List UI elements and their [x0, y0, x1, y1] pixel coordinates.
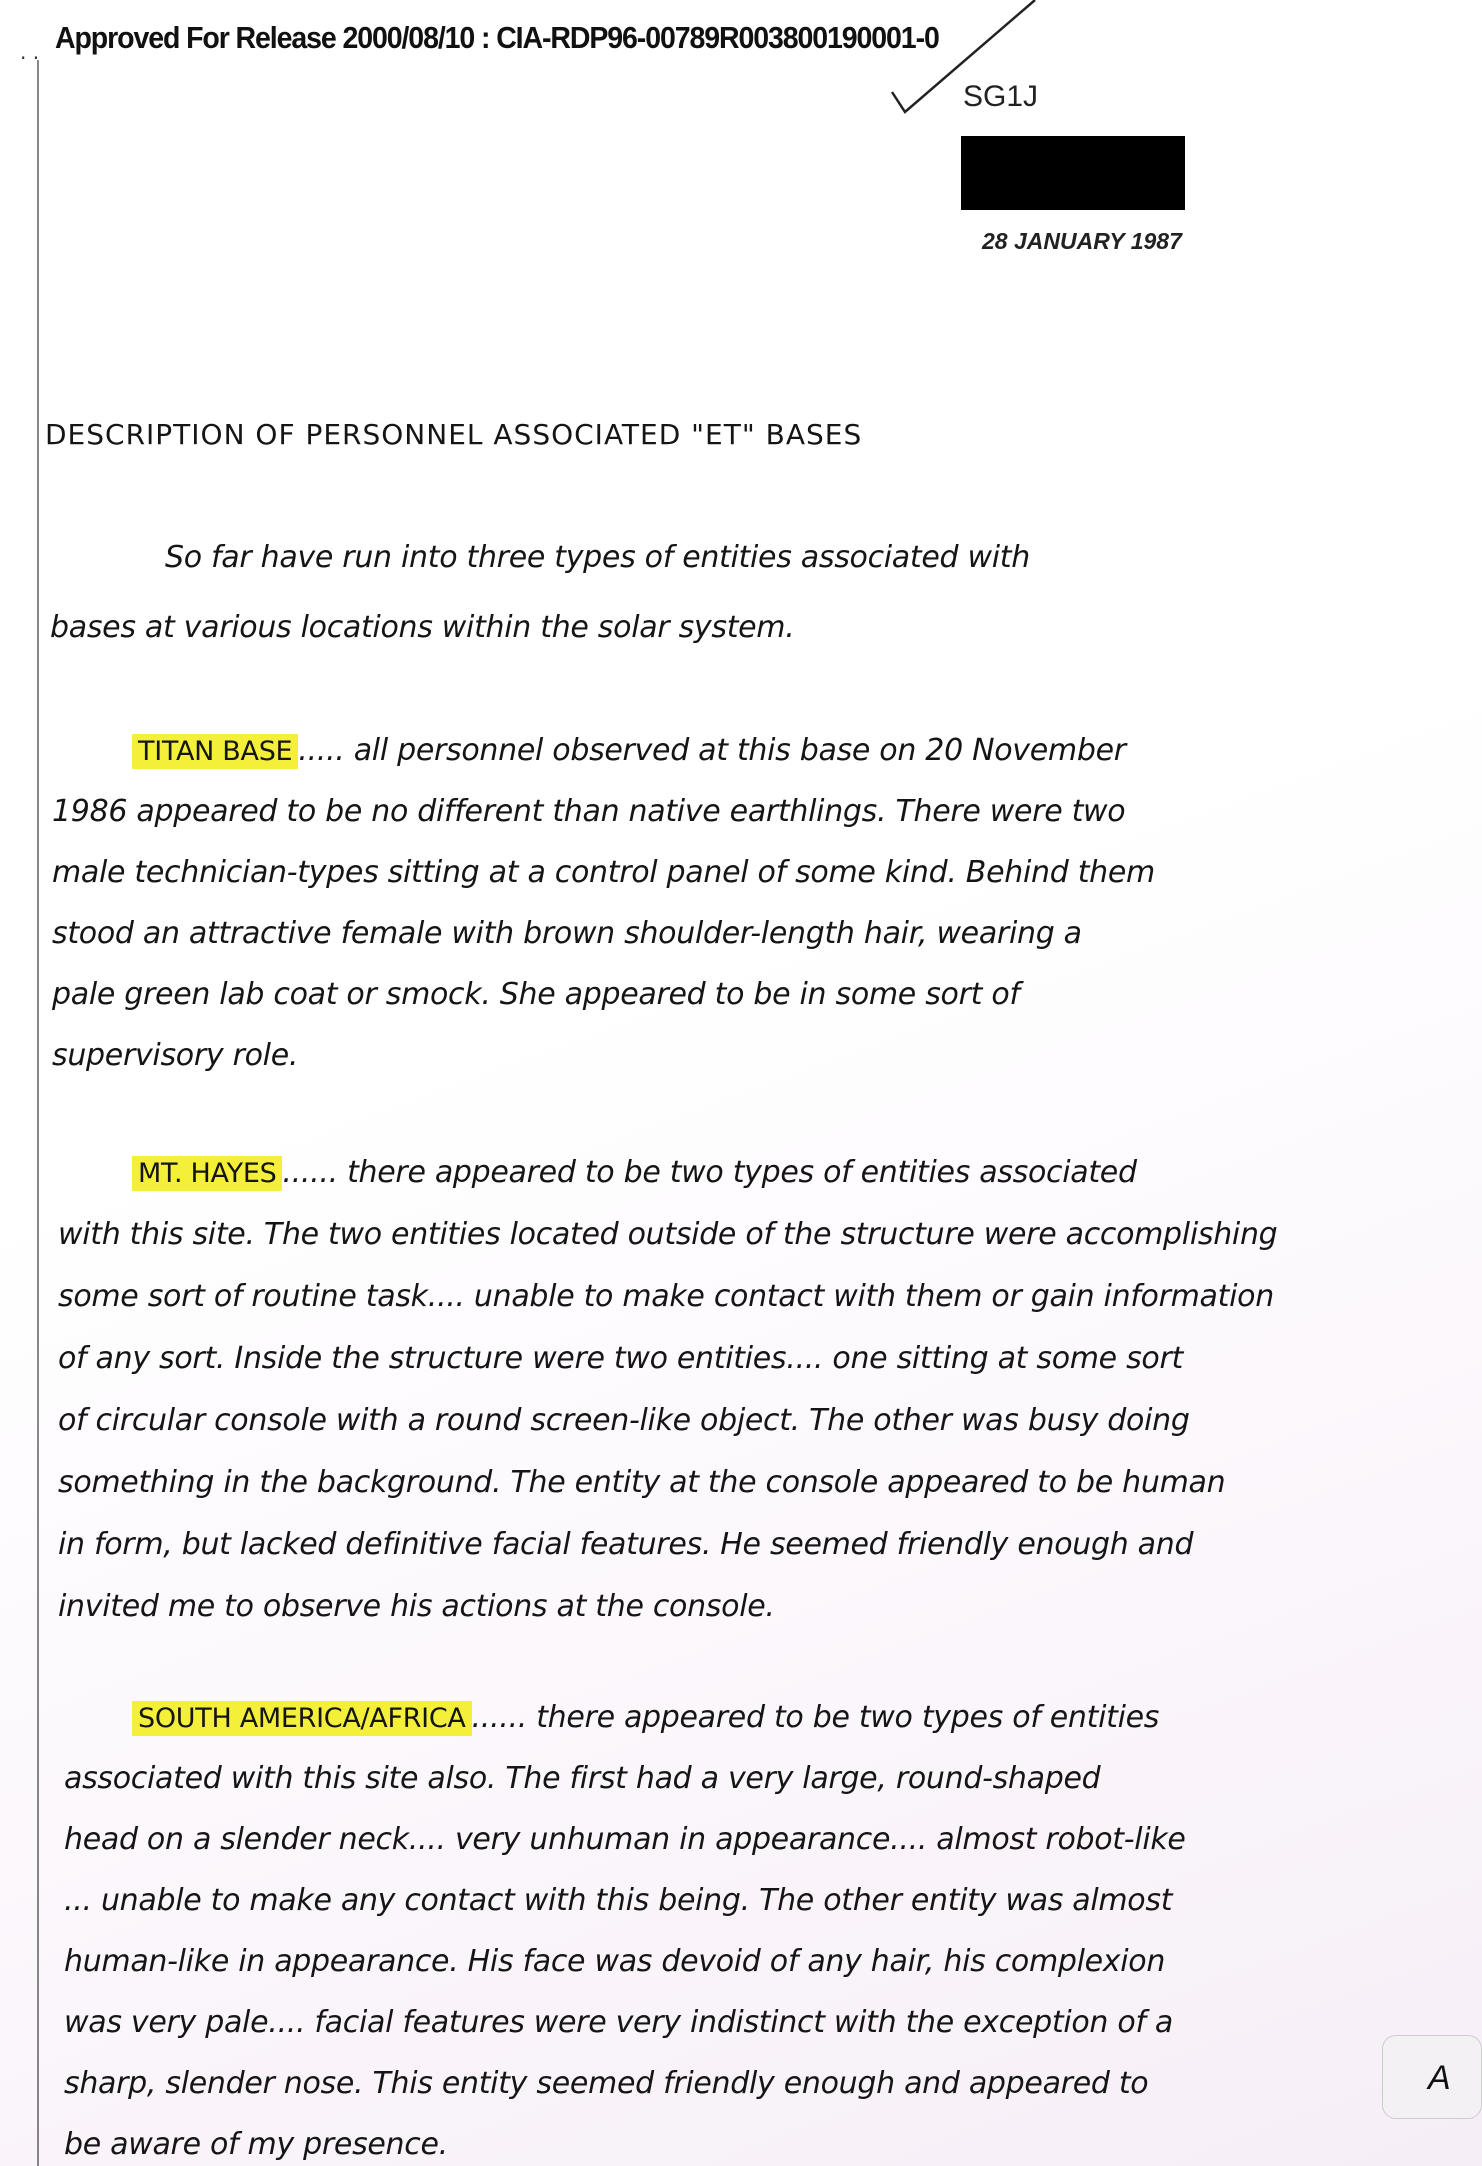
- highlighted-heading: SOUTH AMERICA/AFRICA: [132, 1701, 472, 1736]
- line-text: male technician-types sitting at a control panel of some kind. Behind them: [52, 855, 1155, 890]
- line-text: ...... there appeared to be two types of entities associated: [282, 1155, 1137, 1190]
- line-text: be aware of my presence.: [64, 2127, 448, 2162]
- paragraph-line: [58, 1217, 1277, 1252]
- paragraph-line: [52, 855, 1155, 890]
- paragraph-line: [132, 733, 1126, 768]
- paragraph-line: [64, 1761, 1100, 1796]
- release-header: Approved For Release 2000/08/10 : CIA-RDP96-00789R003800190001-0: [55, 20, 939, 55]
- intro-line: bases at various locations within the solar system.: [50, 610, 795, 645]
- paragraph-line: [58, 1589, 775, 1624]
- line-text: with this site. The two entities located outside of the structure were accomplishing: [58, 1217, 1278, 1252]
- line-text: ..... all personnel observed at this base on 20 November: [298, 733, 1126, 768]
- stamp-code: SG1J: [963, 80, 1039, 113]
- line-text: associated with this site also. The first had a very large, round-shaped: [64, 1761, 1101, 1796]
- side-action-button[interactable]: A: [1382, 2035, 1482, 2119]
- line-text: of any sort. Inside the structure were two entities.... one sitting at some sort: [58, 1341, 1183, 1376]
- line-text: ...... there appeared to be two types of entities: [471, 1700, 1160, 1735]
- line-text: human-like in appearance. His face was devoid of any hair, his complexion: [64, 1944, 1166, 1979]
- paragraph-line: [58, 1465, 1225, 1500]
- line-text: sharp, slender nose. This entity seemed friendly enough and appeared to: [64, 2066, 1149, 2101]
- line-text: of circular console with a round screen-like object. The other was busy doing: [58, 1403, 1190, 1438]
- highlighted-heading: TITAN BASE: [132, 734, 298, 769]
- line-text: was very pale.... facial features were very indistinct with the exception of a: [64, 2005, 1173, 2040]
- intro-line: So far have run into three types of entities associated with: [165, 540, 1030, 575]
- line-text: stood an attractive female with brown shoulder-length hair, wearing a: [52, 916, 1082, 951]
- paragraph-line: [52, 916, 1082, 951]
- document-date: 28 JANUARY 1987: [982, 228, 1182, 254]
- paragraph-line: [64, 2127, 448, 2162]
- line-text: something in the background. The entity at the console appeared to be human: [58, 1465, 1226, 1500]
- paragraph-line: [58, 1527, 1193, 1562]
- paragraph-line: [52, 977, 1020, 1012]
- paragraph-line: [64, 1883, 1172, 1918]
- line-text: invited me to observe his actions at the console.: [58, 1589, 775, 1624]
- paragraph-line: [64, 1944, 1165, 1979]
- left-margin-line: [37, 60, 39, 2166]
- document-title: DESCRIPTION OF PERSONNEL ASSOCIATED "ET" BASES: [45, 418, 863, 451]
- paragraph-line: [52, 1038, 298, 1073]
- paragraph-line: [64, 2066, 1148, 2101]
- line-text: supervisory role.: [52, 1038, 299, 1073]
- paragraph-line: [58, 1279, 1274, 1314]
- paragraph-line: [58, 1341, 1183, 1376]
- line-text: in form, but lacked definitive facial features. He seemed friendly enough and: [58, 1527, 1194, 1562]
- redaction-box: [961, 136, 1185, 210]
- line-text: ... unable to make any contact with this being. The other entity was almost: [64, 1883, 1173, 1918]
- paragraph-line: [58, 1403, 1190, 1438]
- paragraph-line: [132, 1700, 1159, 1735]
- line-text: head on a slender neck.... very unhuman in appearance.... almost robot-like: [64, 1822, 1186, 1857]
- highlighted-heading: MT. HAYES: [132, 1156, 282, 1191]
- line-text: 1986 appeared to be no different than native earthlings. There were two: [52, 794, 1126, 829]
- line-text: pale green lab coat or smock. She appeared to be in some sort of: [52, 977, 1020, 1012]
- paragraph-line: [132, 1155, 1137, 1190]
- paragraph-line: [64, 1822, 1186, 1857]
- paragraph-line: [52, 794, 1125, 829]
- paragraph-line: [64, 2005, 1173, 2040]
- margin-marks: . .: [20, 40, 40, 64]
- line-text: some sort of routine task.... unable to make contact with them or gain information: [58, 1279, 1274, 1314]
